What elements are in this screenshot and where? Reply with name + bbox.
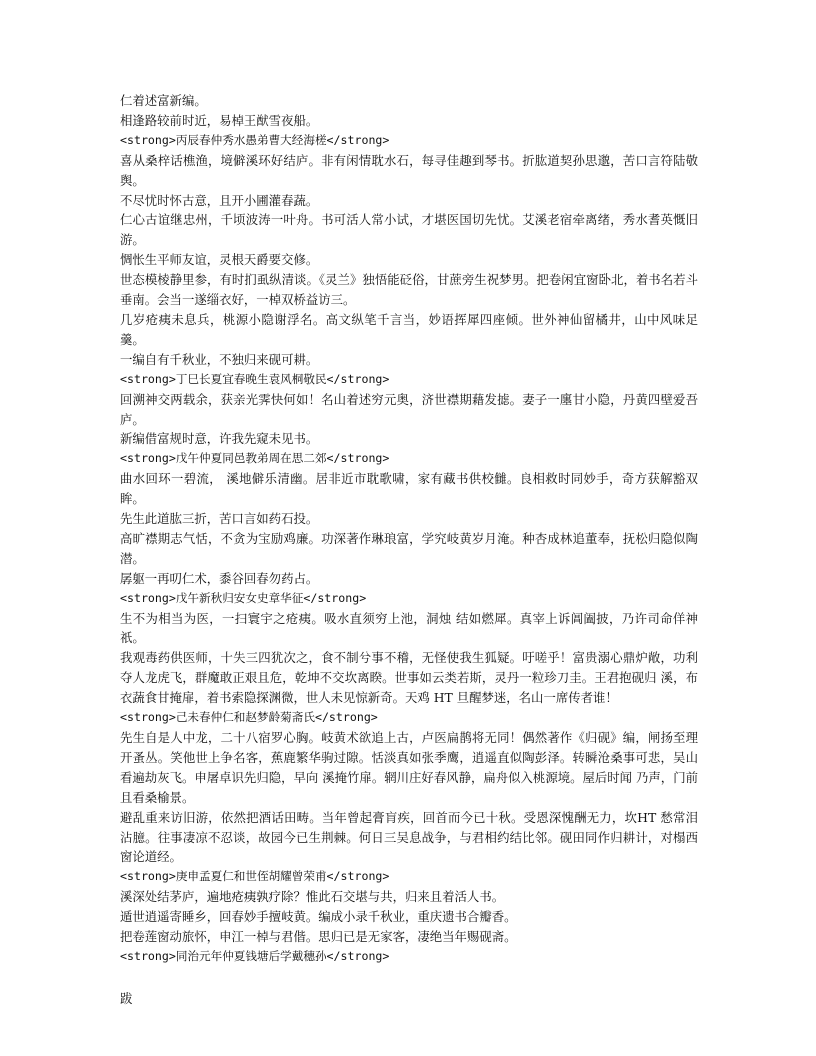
line: 我观毒药供医师，十失三四犹次之，食不制兮事不稽，无怪使我生狐疑。吁嗟乎！富贵溺心鼎炉敞，功利夺人龙虎飞，群魔敢正艰且危，乾坤不交坎离睽。世事如云类若斯，灵丹一粒珍刀圭。王君抱砚归 溪，布衣蔬食甘掩扉，着书索隐探渊微，世人未见惊新奇。天鸡 HT 旦醒梦迷，名山一席传者谁！: [120, 650, 698, 706]
line: 曲水回环一碧流， 溪地僻乐清幽。居非近市耽歌啸，家有藏书供校雠。良相救时同妙手，奇方获解豁双眸。: [120, 471, 698, 507]
signature-line: <strong>丙辰春仲秀水愚弟曹大经海槎</strong>: [120, 132, 390, 147]
line: 高旷襟期志气恬，不贪为宝励鸡廉。功深著作琳琅富，学究岐黄岁月淹。种杏成林追董奉，抚松归隐似陶潜。: [120, 530, 698, 566]
section-heading: 跋: [120, 990, 133, 1006]
line: 仁着述富新编。: [120, 93, 207, 108]
line: 先生此道肱三折，苦口言如药石投。: [120, 511, 319, 527]
line: 溪深处结茅庐，遍地疮痍孰疗除？惟此石交堪与共，归来且着活人书。: [120, 889, 505, 905]
document-page: [120, 91, 698, 1009]
line: 一编自有千秋业，不独归来砚可耕。: [120, 351, 319, 367]
signature-line: <strong>己未春仲仁和赵梦龄菊斋氏</strong>: [120, 710, 378, 725]
line: 仁心古谊继忠州，千顷波涛一叶舟。书可活人常小试，才堪医国切先忧。艾溪老宿牵离绪，秀水耆英慨旧游。: [120, 212, 698, 248]
signature-line: <strong>戊午新秋归安女史章华征</strong>: [120, 590, 367, 605]
line: 世态模棱静里参，有时扪虱纵清谈。《灵兰》独悟能砭俗，甘蔗旁生祝梦男。把卷闲宜窗卧北，着书名若斗垂南。会当一遂缁衣好，一棹双桥益访三。: [120, 272, 698, 308]
line: 喜从桑梓话樵渔，境僻溪环好结庐。非有闲情耽水石，每寻佳趣到琴书。折肱道契孙思邈，苦口言符陆敬舆。: [120, 152, 698, 188]
line: 不尽忧时怀古意，且开小圃灌春蔬。: [120, 192, 319, 208]
line: 几岁疮痍未息兵，桃源小隐谢浮名。高文纵笔千言当，妙语挥犀四座倾。世外神仙留橘井，山中风味足 羹。: [120, 311, 698, 347]
line: 新编借富规时意，许我先窥未见书。: [120, 431, 319, 447]
signature-line: <strong>同治元年仲夏钱塘后学戴穗孙</strong>: [120, 948, 390, 963]
line: 把卷莲窗动旅怀，申江一棹与君偕。思归已是无家客，凄绝当年赐砚斋。: [120, 929, 517, 945]
line: 回溯神交两载余，获亲光霁快何如！名山着述穷元奥，济世襟期藉发摅。妻子一廛甘小隐，丹黄四壁爱吾庐。: [120, 391, 698, 427]
line: 遁世逍遥寄睡乡，回春妙手擅岐黄。编成小录千秋业，重庆遗书合瓣香。: [120, 909, 517, 925]
line: 孱躯一再叨仁术，黍谷回春勿药占。: [120, 570, 319, 586]
signature-line: <strong>戊午仲夏同邑教弟周在思二郊</strong>: [120, 451, 390, 466]
line: 相逢路较前时近，易棹王猷雪夜船。: [120, 112, 319, 128]
line: 惆怅生平师友谊，灵根天爵要交修。: [120, 252, 319, 268]
line: 生不为相当为医，一扫寰宇之疮痍。吸水直须穷上池，洞烛 结如燃犀。真宰上诉阊阖披，乃许司命佯神祇。: [120, 610, 698, 646]
signature-line: <strong>庚申孟夏仁和世侄胡耀曾荣甫</strong>: [120, 869, 390, 884]
signature-line: <strong>丁巳长夏宜春晚生袁风桐敬民</strong>: [120, 371, 390, 386]
line: 避乱重来访旧游，依然把酒话田畴。当年曾起膏肓疾，回首而今已十秋。受恩深愧酬无力，坎HT 愁常泪沾臆。往事凄凉不忍谈，故园今已生荆棘。何日三吴息战争，与君相约结比邻。砚田同作归耕计，对榻西窗论道经。: [120, 809, 698, 865]
line: 先生自是人中龙，二十八宿罗心胸。岐黄术欲追上古，卢医扁鹊将无同！偶然著作《归砚》编，闸扬至理开蚤丛。笑他世上争名客，蕉鹿繁华驹过隙。恬淡真如张季鹰，逍遥直似陶彭泽。转瞬沧桑事可悲，吴山看遍劫灰飞。申屠卓识先归隐，早向 溪掩竹扉。辋川庄好春风静，扁舟似入桃源境。屋后时闻 乃声，门前且看桑榆景。: [120, 730, 698, 805]
